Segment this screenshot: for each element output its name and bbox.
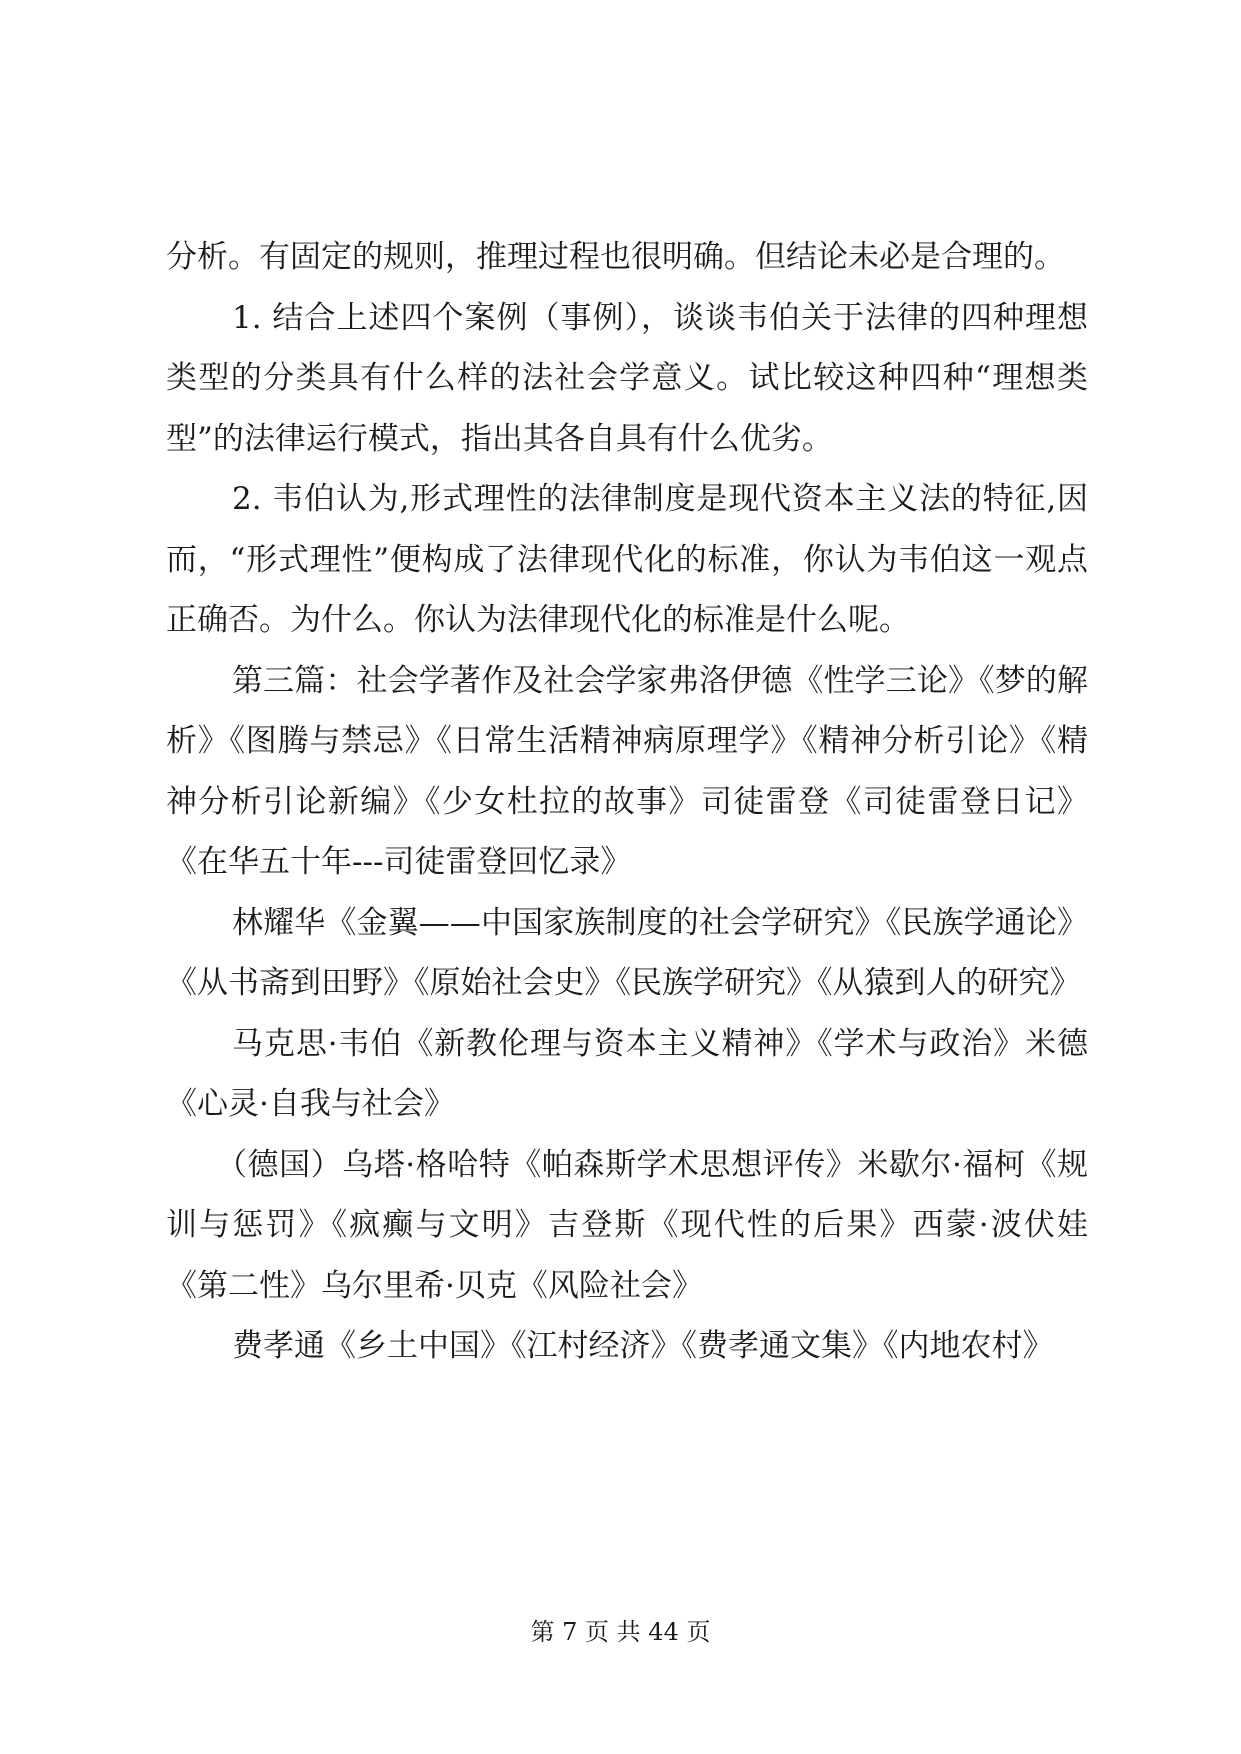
- paragraph-weber: 马克思·韦伯《新教伦理与资本主义精神》《学术与政治》米德《心灵·自我与社会》: [166, 1025, 1088, 1122]
- paragraph-question-2: 2. 韦伯认为,形式理性的法律制度是现代资本主义法的特征,因而，“形式理性”便构成了法律现代化的标准，你认为韦伯这一观点正确否。为什么。你认为法律现代化的标准是什么呢。: [166, 481, 1088, 638]
- document-body: [166, 227, 1088, 1377]
- paragraph-gerhardt: （德国）乌塔·格哈特《帕森斯学术思想评传》米歇尔·福柯《规训与惩罚》《疯癫与文明》吉登斯《现代性的后果》西蒙·波伏娃《第二性》乌尔里希·贝克《风险社会》: [166, 1146, 1088, 1304]
- paragraph-question-1: 1. 结合上述四个案例（事例），谈谈韦伯关于法律的四种理想类型的分类具有什么样的法社会学意义。试比较这种四种“理想类型”的法律运行模式，指出其各自具有什么优劣。: [166, 299, 1088, 457]
- paragraph-part-three: 第三篇：社会学著作及社会学家弗洛伊德《性学三论》《梦的解析》《图腾与禁忌》《日常生活精神病原理学》《精神分析引论》《精神分析引论新编》《少女杜拉的故事》司徒雷登《司徒雷登日记》《在华五十年---司徒雷登回忆录》: [166, 662, 1088, 880]
- paragraph-fei-xiaotong: 费孝通《乡土中国》《江村经济》《费孝通文集》《内地农村》: [232, 1328, 1054, 1364]
- page-number-footer: 第 7 页 共 44 页: [530, 1618, 711, 1646]
- paragraph-continuation: 分析。有固定的规则，推理过程也很明确。但结论未必是合理的。: [166, 239, 1065, 275]
- paragraph-lin-yaohua: 林耀华《金翼——中国家族制度的社会学研究》《民族学通论》《从书斋到田野》《原始社会史》《民族学研究》《从猿到人的研究》: [166, 904, 1088, 1001]
